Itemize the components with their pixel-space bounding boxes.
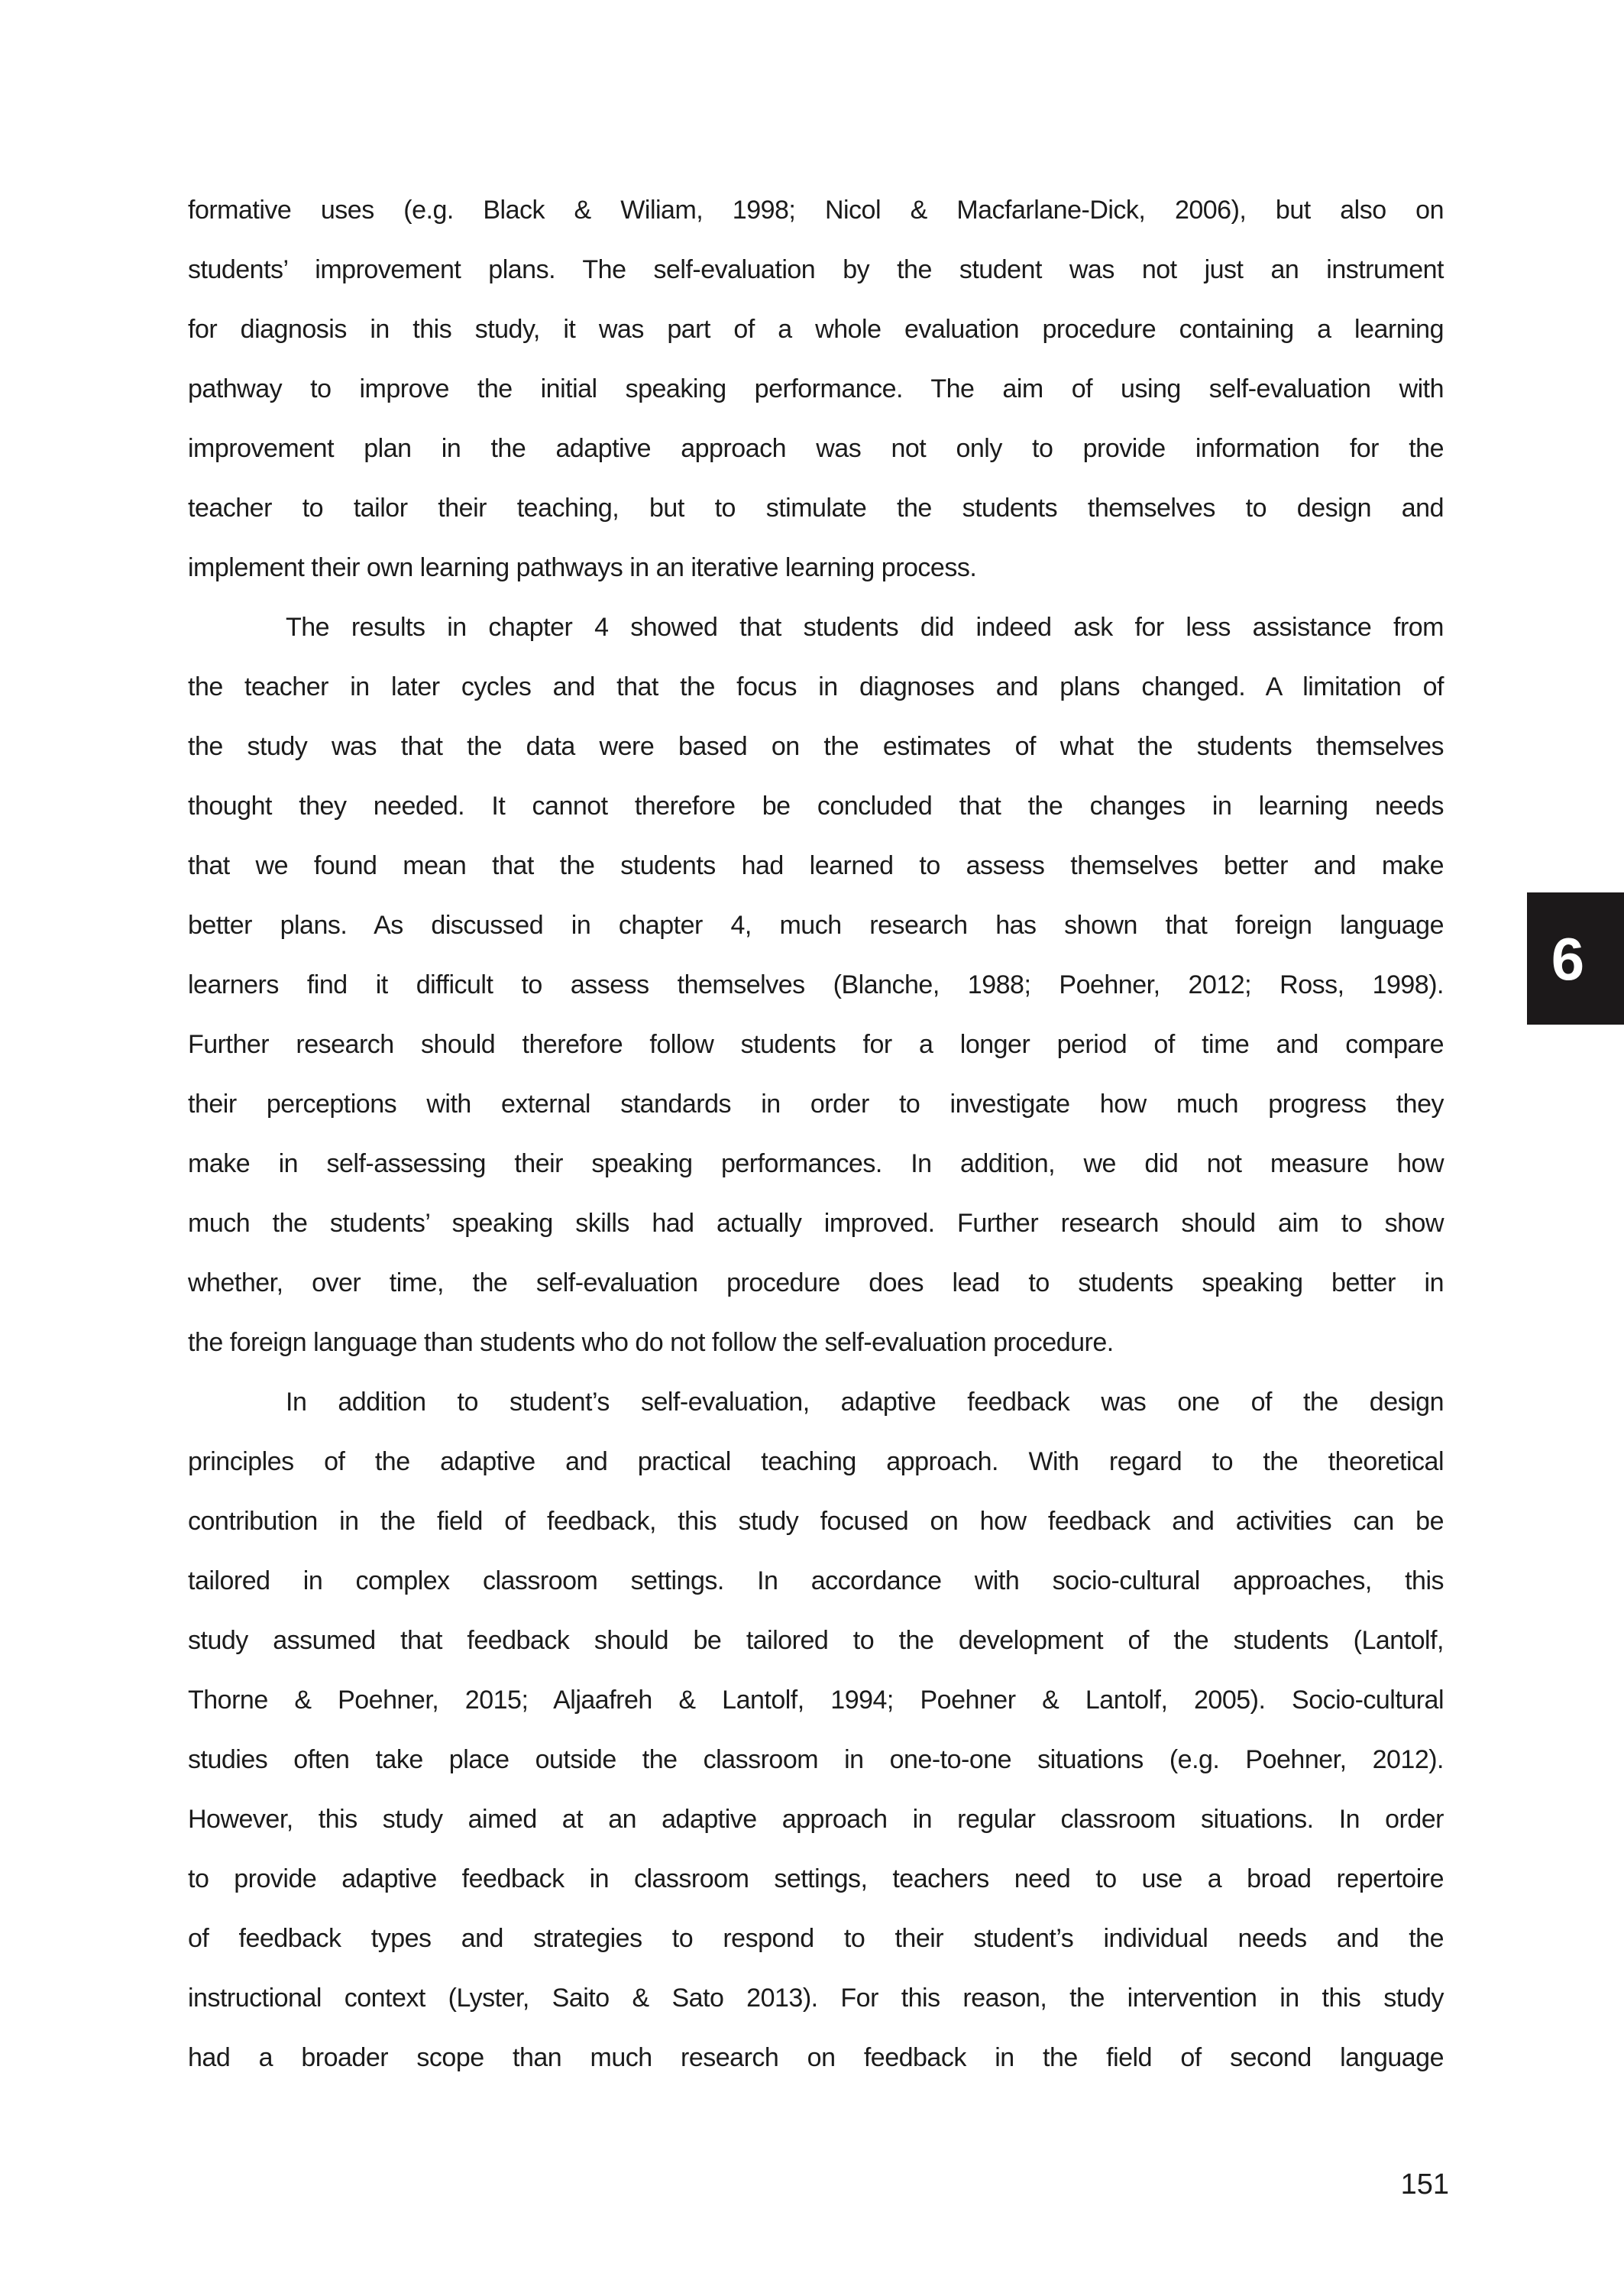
text-line: studies often take place outside the classroom in one-to-one situations (e.g. Poehner, 2012). (188, 1745, 1444, 1774)
footer (188, 2168, 1449, 2201)
text-line: students’ improvement plans. The self-evaluation by the student was not just an instrument (188, 255, 1444, 284)
text-line: pathway to improve the initial speaking performance. The aim of using self-evaluation with (188, 374, 1444, 403)
paragraph (188, 598, 1444, 1372)
text-line: to provide adaptive feedback in classroom settings, teachers need to use a broad repertoire (188, 1864, 1444, 1893)
paragraph (188, 1372, 1444, 2087)
text-line: that we found mean that the students had learned to assess themselves better and make (188, 851, 1444, 880)
chapter-tab (1527, 892, 1624, 1025)
chapter-number: 6 (1551, 925, 1585, 993)
text-line: for diagnosis in this study, it was part of a whole evaluation procedure containing a learning (188, 315, 1444, 344)
text-line: of feedback types and strategies to respond to their student’s individual needs and the (188, 1924, 1444, 1953)
body-text (188, 180, 1444, 2087)
text-line: Thorne & Poehner, 2015; Aljaafreh & Lantolf, 1994; Poehner & Lantolf, 2005). Socio-cultural (188, 1686, 1444, 1715)
text-line: the teacher in later cycles and that the focus in diagnoses and plans changed. A limitation of (188, 672, 1444, 701)
text-line: the foreign language than students who do not follow the self-evaluation procedure. (188, 1328, 1114, 1357)
text-line: formative uses (e.g. Black & Wiliam, 1998; Nicol & Macfarlane-Dick, 2006), but also on (188, 196, 1444, 225)
text-line: their perceptions with external standards in order to investigate how much progress they (188, 1090, 1444, 1119)
text-line: However, this study aimed at an adaptive approach in regular classroom situations. In order (188, 1805, 1444, 1834)
text-line: thought they needed. It cannot therefore be concluded that the changes in learning needs (188, 792, 1444, 821)
text-line: Further research should therefore follow students for a longer period of time and compare (188, 1030, 1444, 1059)
text-line: principles of the adaptive and practical teaching approach. With regard to the theoretical (188, 1447, 1444, 1476)
text-line: implement their own learning pathways in an iterative learning process. (188, 553, 977, 582)
paragraph (188, 180, 1444, 598)
text-line: In addition to student’s self-evaluation, adaptive feedback was one of the design (286, 1388, 1444, 1417)
text-line: improvement plan in the adaptive approach was not only to provide information for the (188, 434, 1444, 463)
text-line: teacher to tailor their teaching, but to stimulate the students themselves to design and (188, 494, 1444, 523)
text-line: make in self-assessing their speaking performances. In addition, we did not measure how (188, 1149, 1444, 1178)
text-line: much the students’ speaking skills had actually improved. Further research should aim to show (188, 1209, 1444, 1238)
text-line: study assumed that feedback should be tailored to the development of the students (Lantolf, (188, 1626, 1444, 1655)
text-line: instructional context (Lyster, Saito & Sato 2013). For this reason, the intervention in this study (188, 1984, 1444, 2013)
text-line: whether, over time, the self-evaluation procedure does lead to students speaking better in (188, 1268, 1444, 1297)
text-line: contribution in the field of feedback, this study focused on how feedback and activities can be (188, 1507, 1444, 1536)
text-line: learners find it difficult to assess themselves (Blanche, 1988; Poehner, 2012; Ross, 1998). (188, 970, 1444, 999)
text-line: The results in chapter 4 showed that students did indeed ask for less assistance from (286, 613, 1444, 642)
text-line: better plans. As discussed in chapter 4, much research has shown that foreign language (188, 911, 1444, 940)
text-line: the study was that the data were based on the estimates of what the students themselves (188, 732, 1444, 761)
text-line: had a broader scope than much research on feedback in the field of second language (188, 2043, 1444, 2072)
text-line: tailored in complex classroom settings. In accordance with socio-cultural approaches, this (188, 1566, 1444, 1595)
page-number: 151 (1400, 2168, 1449, 2201)
